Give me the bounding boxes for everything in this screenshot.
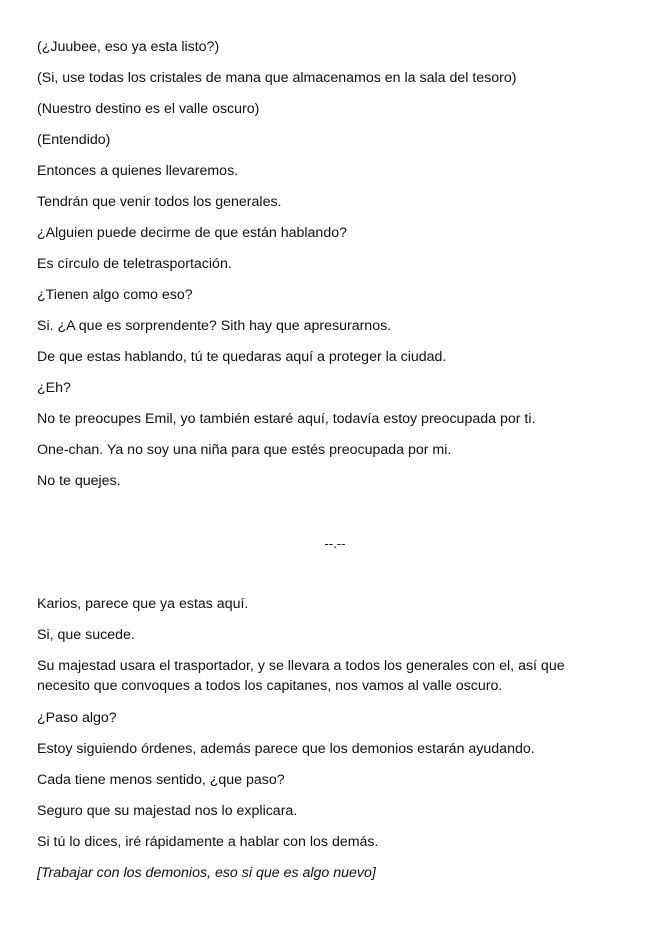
dialogue-line: (Si, use todas los cristales de mana que almacenamos en la sala del tesoro) xyxy=(37,70,517,86)
dialogue-line: Es círculo de teletrasportación. xyxy=(37,256,232,272)
dialogue-line: ¿Alguien puede decirme de que están hablando? xyxy=(37,225,347,241)
dialogue-line: Si tú lo dices, iré rápidamente a hablar con los demás. xyxy=(37,834,379,850)
dialogue-line: (Entendido) xyxy=(37,132,111,148)
dialogue-line: Estoy siguiendo órdenes, además parece que los demonios estarán ayudando. xyxy=(37,741,535,757)
dialogue-line: No te preocupes Emil, yo también estaré aquí, todavía estoy preocupada por ti. xyxy=(37,411,536,427)
dialogue-line: (Nuestro destino es el valle oscuro) xyxy=(37,101,260,117)
dialogue-line: One-chan. Ya no soy una niña para que estés preocupada por mi. xyxy=(37,442,452,458)
dialogue-line: Cada tiene menos sentido, ¿que paso? xyxy=(37,772,285,788)
thought-line: [Trabajar con los demonios, eso si que es algo nuevo] xyxy=(37,865,376,881)
dialogue-paragraph: Su majestad usara el trasportador, y se llevara a todos los generales con el, así que necesito que convoques a todos los capitanes, nos vamos al valle oscuro. xyxy=(37,658,565,694)
dialogue-line: Si. ¿A que es sorprendente? Sith hay que apresurarnos. xyxy=(37,318,392,334)
dialogue-line: ¿Tienen algo como eso? xyxy=(37,287,193,303)
dialogue-line: Entonces a quienes llevaremos. xyxy=(37,163,239,179)
dialogue-line: Seguro que su majestad nos lo explicara. xyxy=(37,803,298,819)
dialogue-line: Tendrán que venir todos los generales. xyxy=(37,194,282,210)
dialogue-line: (¿Juubee, eso ya esta listo?) xyxy=(37,39,220,55)
dialogue-line: No te quejes. xyxy=(37,473,121,489)
dialogue-line: Si, que sucede. xyxy=(37,627,135,643)
dialogue-line: ¿Paso algo? xyxy=(37,710,117,726)
scene-separator: --.-- xyxy=(324,536,346,551)
dialogue-line: ¿Eh? xyxy=(37,380,71,396)
dialogue-line: De que estas hablando, tú te quedaras aquí a proteger la ciudad. xyxy=(37,349,447,365)
dialogue-line: Karios, parece que ya estas aquí. xyxy=(37,596,249,612)
